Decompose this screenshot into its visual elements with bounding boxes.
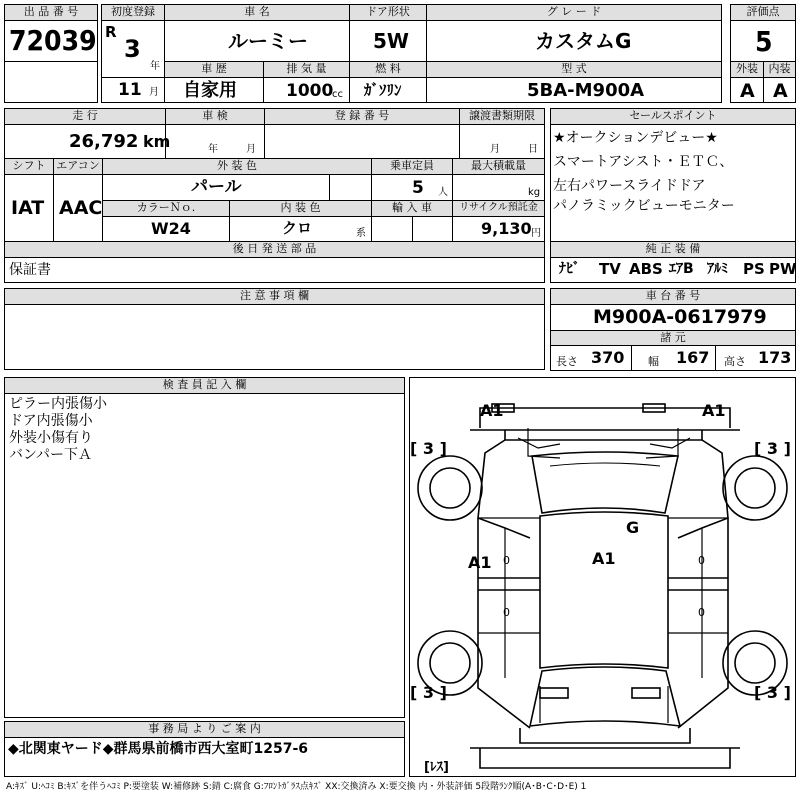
score-label: 評価点 xyxy=(730,4,796,21)
recycle-box xyxy=(452,216,545,242)
transfer-month-unit: 月 xyxy=(490,144,500,155)
lot-number-box xyxy=(4,20,98,62)
recycle-unit: 円 xyxy=(531,228,541,239)
exterior-grade-label: 外装 xyxy=(730,61,764,78)
length-value: 370 xyxy=(591,348,625,367)
exterior-color-box xyxy=(102,174,330,201)
chassis-number-label: 車 台 番 号 xyxy=(550,288,796,305)
later-parts-label: 後 日 発 送 部 品 xyxy=(4,241,545,258)
car-name-label: 車 名 xyxy=(164,4,350,21)
mileage-label: 走 行 xyxy=(4,108,166,125)
grade-value: カスタムG xyxy=(535,29,632,53)
aircon-label: エアコン xyxy=(53,158,103,175)
model-value: 5BA-M900A xyxy=(527,80,645,101)
length-label: 長さ xyxy=(556,355,578,368)
damage-diagram xyxy=(409,377,796,777)
dimensions-height-box xyxy=(715,345,796,371)
inspector-label: 検 査 員 記 入 欄 xyxy=(4,377,405,394)
sales-point-line: スマートアシスト・ＥＴＣ、 xyxy=(553,154,734,170)
fuel-box xyxy=(349,77,427,103)
damage-mark: G xyxy=(626,518,640,537)
exterior-color-label: 外 装 色 xyxy=(102,158,372,175)
inspector-line: 外装小傷有り xyxy=(9,430,93,446)
equipment-item: ｴｱB xyxy=(669,261,694,277)
shift-label: シフト xyxy=(4,158,54,175)
registration-year: 3 xyxy=(124,35,141,63)
interior-grade-box xyxy=(763,77,796,103)
width-label: 幅 xyxy=(648,355,659,368)
mileage-value: 26,792 xyxy=(69,131,139,152)
history-label: 車 歴 xyxy=(164,61,264,78)
grade-box xyxy=(426,20,722,62)
inspector-line: バンパー下Ａ xyxy=(9,447,93,463)
sales-points-box xyxy=(550,124,796,242)
equipment-item: ABS xyxy=(629,260,663,278)
svg-text:0: 0 xyxy=(698,606,705,619)
equipment-item: ｱﾙﾐ xyxy=(707,261,728,277)
inspection-month-unit: 月 xyxy=(246,144,256,155)
legend: A:ｷｽﾞ U:ﾍｺﾐ B:ｷｽﾞを伴うﾍｺﾐ P:要塗装 W:補修跡 S:錆 C:腐食 G:ﾌﾛﾝﾄｶﾞﾗｽ点ｷｽﾞ XX:交換済み X:要交換 内・外装評価 5段階ﾗﾝｸ順(A･B･C･D･E) 1 xyxy=(6,782,587,792)
inspection-label: 車 検 xyxy=(165,108,265,125)
spare-tire-mark: [ﾚｽ] xyxy=(424,760,449,775)
history-value: 自家用 xyxy=(183,80,237,101)
dimensions-length-box xyxy=(550,345,632,371)
interior-color-value: クロ xyxy=(282,219,313,237)
height-label: 高さ xyxy=(724,355,746,368)
import-label: 輸 入 車 xyxy=(371,200,453,217)
history-box xyxy=(164,77,264,103)
sales-points-label: セールスポイント xyxy=(550,108,796,125)
lot-number-label: 出 品 番 号 xyxy=(4,4,98,21)
sales-point-line: 左右パワースライドドア xyxy=(553,178,706,194)
office-label: 事 務 局 よ り ご 案 内 xyxy=(4,721,405,738)
registration-month-unit: 月 xyxy=(149,87,159,98)
aircon-box xyxy=(53,174,103,242)
first-registration-box xyxy=(101,20,165,78)
height-value: 173 xyxy=(758,348,792,367)
car-outline xyxy=(410,378,795,776)
shift-value: IAT xyxy=(11,197,45,219)
door-type-label: ドア形状 xyxy=(349,4,427,21)
capacity-value: 5 xyxy=(412,178,424,198)
damage-mark: A1 xyxy=(592,549,616,568)
registration-month: 11 xyxy=(118,80,142,100)
max-load-label: 最大積載量 xyxy=(452,158,545,175)
dimensions-label: 諸 元 xyxy=(550,330,796,346)
lot-number-extra xyxy=(4,61,98,103)
tire-mark: [ 3 ] xyxy=(754,439,791,458)
exterior-grade-box xyxy=(730,77,764,103)
registration-year-unit: 年 xyxy=(150,61,160,72)
shift-box xyxy=(4,174,54,242)
svg-text:0: 0 xyxy=(503,606,510,619)
equipment-item: PW xyxy=(769,260,797,278)
fuel-label: 燃 料 xyxy=(349,61,427,78)
color-number-value: W24 xyxy=(151,219,191,238)
office-value: ◆北関東ヤード◆群馬県前橋市西大室町1257-6 xyxy=(8,741,309,757)
interior-color-unit: 系 xyxy=(356,228,366,239)
later-parts-value: 保証書 xyxy=(9,262,51,278)
mileage-box xyxy=(4,124,171,159)
inspector-line: ドア内張傷小 xyxy=(9,413,93,429)
later-parts-box xyxy=(4,257,545,283)
equipment-label: 純 正 装 備 xyxy=(550,241,796,258)
displacement-box xyxy=(263,77,350,103)
notes-label: 注 意 事 項 欄 xyxy=(4,288,545,305)
color-number-label: カラーＮｏ. xyxy=(102,200,230,217)
damage-mark: A1 xyxy=(468,553,492,572)
recycle-value: 9,130 xyxy=(481,219,532,238)
exterior-color-extra xyxy=(329,174,372,201)
aircon-value: AAC xyxy=(59,197,103,219)
max-load-unit: kg xyxy=(528,187,541,198)
registration-number-label: 登 録 番 号 xyxy=(264,108,460,125)
interior-grade: A xyxy=(773,80,788,102)
grade-label: グ レ ー ド xyxy=(426,4,722,21)
width-value: 167 xyxy=(676,348,710,367)
interior-color-label: 内 装 色 xyxy=(229,200,372,217)
equipment-item: PS xyxy=(743,260,765,278)
tire-mark: [ 3 ] xyxy=(410,439,447,458)
first-registration-label: 初度登録 xyxy=(101,4,165,21)
damage-mark: A1 xyxy=(480,401,504,420)
registration-number-box xyxy=(264,124,460,159)
equipment-item: ﾅﾋﾞ xyxy=(559,261,580,277)
lot-number: 72039 xyxy=(9,24,97,57)
fuel-value: ｶﾞｿﾘﾝ xyxy=(364,81,402,99)
interior-color-box xyxy=(229,216,372,242)
inspection-year-unit: 年 xyxy=(208,144,218,155)
exterior-grade: A xyxy=(740,80,755,102)
capacity-box xyxy=(371,174,453,201)
tire-mark: [ 3 ] xyxy=(754,683,791,702)
equipment-item: TV xyxy=(599,260,621,278)
displacement-unit: cc xyxy=(332,89,343,100)
capacity-unit: 人 xyxy=(438,187,448,198)
equipment-box xyxy=(550,257,796,283)
capacity-label: 乗車定員 xyxy=(371,158,453,175)
mileage-unit: km xyxy=(143,132,171,151)
color-number-box xyxy=(102,216,230,242)
score-value: 5 xyxy=(755,25,773,58)
office-box xyxy=(4,737,405,777)
import-box xyxy=(371,216,413,242)
registration-month-box xyxy=(101,77,165,103)
import-box-2 xyxy=(412,216,453,242)
registration-era: R xyxy=(105,23,117,41)
chassis-number-box xyxy=(550,304,796,331)
chassis-number-value: M900A-0617979 xyxy=(593,306,767,328)
damage-mark: A1 xyxy=(702,401,726,420)
door-type: 5W xyxy=(373,29,409,53)
door-type-box xyxy=(349,20,427,62)
inspector-box xyxy=(4,393,405,718)
model-label: 型 式 xyxy=(426,61,722,78)
tire-mark: [ 3 ] xyxy=(410,683,447,702)
car-name: ルーミー xyxy=(228,29,308,53)
interior-grade-label: 内装 xyxy=(763,61,796,78)
car-name-box xyxy=(164,20,350,62)
inspection-box xyxy=(165,124,265,159)
exterior-color-value: パール xyxy=(191,177,242,197)
transfer-day-unit: 日 xyxy=(528,144,538,155)
model-box xyxy=(426,77,722,103)
dimensions-width-box xyxy=(631,345,716,371)
transfer-deadline-label: 譲渡書類期限 xyxy=(459,108,545,125)
score-box xyxy=(730,20,796,62)
svg-text:0: 0 xyxy=(698,554,705,567)
notes-box xyxy=(4,304,545,370)
recycle-label: リサイクル預託金 xyxy=(452,200,545,217)
sales-point-line: パノラミックビューモニター xyxy=(553,198,735,214)
transfer-deadline-box xyxy=(459,124,545,159)
displacement-value: 1000 xyxy=(286,81,334,101)
displacement-label: 排 気 量 xyxy=(263,61,350,78)
max-load-box xyxy=(452,174,545,201)
svg-text:0: 0 xyxy=(503,554,510,567)
sales-point-line: ★オークションデビュー★ xyxy=(553,130,718,146)
inspector-line: ピラー内張傷小 xyxy=(9,396,107,412)
